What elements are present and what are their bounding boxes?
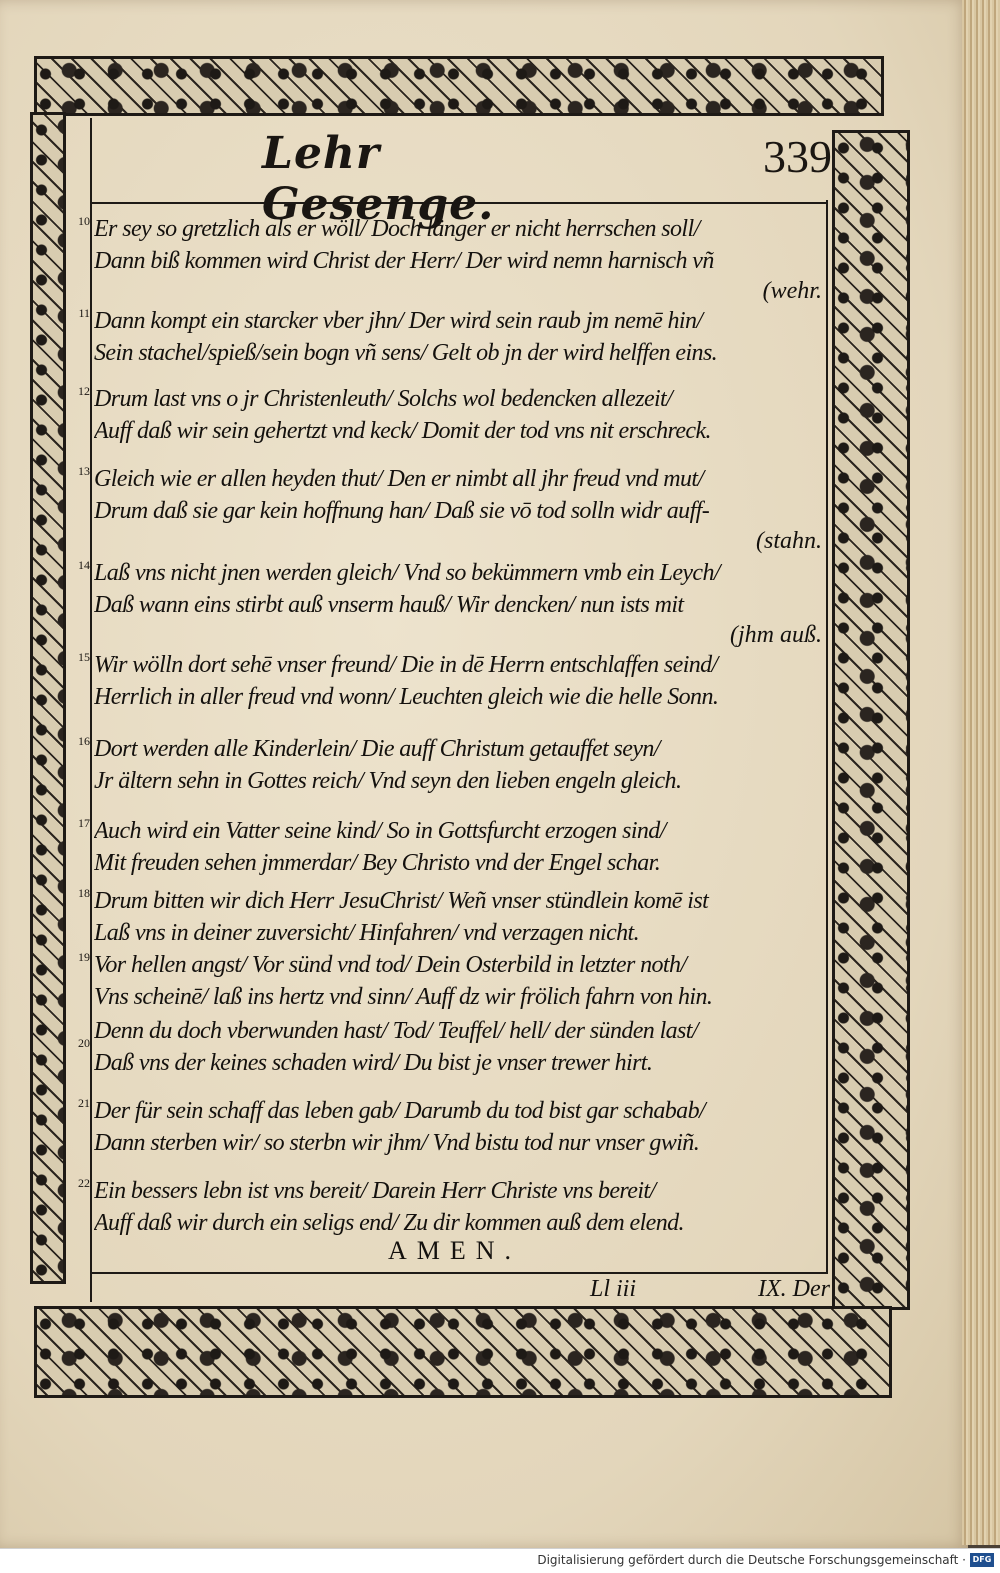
catchword: IX. Der (758, 1276, 830, 1302)
stanza (66, 304, 828, 374)
stanza (66, 948, 828, 1018)
footer-rule (92, 1272, 828, 1274)
verse-line: Drum daß sie gar kein hoffnung han/ Daß sie vō tod solln widr auff- (94, 498, 710, 524)
top-woodcut-border (34, 56, 884, 116)
stanza-number: 10 (78, 214, 90, 228)
page-edges (962, 0, 1000, 1545)
stanza-number: 13 (78, 464, 90, 478)
turnover-line: (jhm auß. (730, 622, 822, 648)
verse-line: Drum bitten wir dich Herr JesuChrist/ Weñ vnser stündlein komē ist (94, 888, 709, 914)
stanza (66, 884, 828, 954)
verse-line: Vns scheinē/ laß ins hertz vnd sinn/ Auff dz wir frölich fahrn von hin. (94, 984, 713, 1010)
stanza-number: 21 (78, 1096, 90, 1110)
verse-line: Dann sterben wir/ so sterbn wir jhm/ Vnd bistu tod nur vnser gwiñ. (94, 1130, 700, 1156)
stanza (66, 1014, 828, 1084)
funding-credit: Digitalisierung gefördert durch die Deutsche Forschungsgemeinschaft · (537, 1553, 966, 1567)
stanza-number: 16 (78, 734, 90, 748)
stanza (66, 556, 828, 652)
verse-line: Wir wölln dort sehē vnser freund/ Die in dē Herrn entschlaffen seind/ (94, 652, 718, 678)
stanza-number: 17 (78, 816, 90, 830)
stanza-number: 11 (78, 306, 90, 320)
stanza (66, 1174, 828, 1244)
running-head: Lehr Gesenge. (262, 128, 495, 230)
verse-line: Dort werden alle Kinderlein/ Die auff Christum getauffet seyn/ (94, 736, 660, 762)
verse-line: Auch wird ein Vatter seine kind/ So in Gottsfurcht erzogen sind/ (94, 818, 666, 844)
verse-line: Daß wann eins stirbt auß vnserm hauß/ Wir dencken/ nun ists mit (94, 592, 684, 618)
verse-line: Auff daß wir durch ein seligs end/ Zu dir kommen auß dem elend. (94, 1210, 684, 1236)
stanza (66, 648, 828, 718)
stanza (66, 462, 828, 558)
amen: AMEN. (388, 1236, 522, 1265)
stanza (66, 212, 828, 302)
verse-line: Laß vns in deiner zuversicht/ Hinfahren/ vnd verzagen nicht. (94, 920, 640, 946)
stanza-number: 12 (78, 384, 90, 398)
stanza-number: 19 (78, 950, 90, 964)
stanza-number: 15 (78, 650, 90, 664)
verse-line: Mit freuden sehen jmmerdar/ Bey Christo vnd der Engel schar. (94, 850, 661, 876)
verse-line: Drum last vns o jr Christenleuth/ Solchs wol bedencken allezeit/ (94, 386, 673, 412)
verse-line: Daß vns der keines schaden wird/ Du bist je vnser trewer hirt. (94, 1050, 653, 1076)
bottom-woodcut-border (34, 1306, 892, 1398)
turnover-line: (stahn. (756, 528, 822, 554)
verse-line: Jr ältern sehn in Gottes reich/ Vnd seyn den lieben engeln gleich. (94, 768, 682, 794)
verse-line: Ein bessers lebn ist vns bereit/ Darein Herr Christe vns bereit/ (94, 1178, 656, 1204)
verse-line: Dann kompt ein starcker vber jhn/ Der wird sein raub jm nemē hin/ (94, 308, 703, 334)
verse-line: Laß vns nicht jnen werden gleich/ Vnd so bekümmern vmb ein Leych/ (94, 560, 720, 586)
stanza (66, 814, 828, 884)
verse-line: Der für sein schaff das leben gab/ Darumb du tod bist gar schabab/ (94, 1098, 706, 1124)
stanza-number: 18 (78, 886, 90, 900)
left-woodcut-border (30, 112, 66, 1284)
stanza-number: 20 (78, 1036, 90, 1050)
verse-line: Denn du doch vberwunden hast/ Tod/ Teuffel/ hell/ der sünden last/ (94, 1018, 698, 1044)
verse-line: Vor hellen angst/ Vor sünd vnd tod/ Dein Osterbild in letzter noth/ (94, 952, 687, 978)
stanza (66, 1094, 828, 1164)
stanza-number: 22 (78, 1176, 90, 1190)
verse-line: Auff daß wir sein gehertzt vnd keck/ Domit der tod vns nit erschreck. (94, 418, 711, 444)
stanza-number: 14 (78, 558, 90, 572)
verse-line: Dann biß kommen wird Christ der Herr/ Der wird nemn harnisch vñ (94, 248, 714, 274)
page-number: 339 (763, 131, 832, 182)
dfg-logo: DFG (970, 1553, 994, 1567)
signature-mark: Ll iii (590, 1276, 637, 1302)
stanza (66, 732, 828, 802)
verse-line: Gleich wie er allen heyden thut/ Den er nimbt all jhr freud vnd mut/ (94, 466, 704, 492)
turnover-line: (wehr. (762, 278, 822, 304)
verse-line: Sein stachel/spieß/sein bogn vñ sens/ Gelt ob jn der wird helffen eins. (94, 340, 718, 366)
stanza (66, 382, 828, 452)
verse-line: Herrlich in aller freud vnd wonn/ Leuchten gleich wie die helle Sonn. (94, 684, 719, 710)
verse-line: Er sey so gretzlich als er wöll/ Doch länger er nicht herrschen soll/ (94, 216, 700, 242)
digitization-footer (0, 1548, 1000, 1573)
right-woodcut-border (832, 130, 910, 1310)
